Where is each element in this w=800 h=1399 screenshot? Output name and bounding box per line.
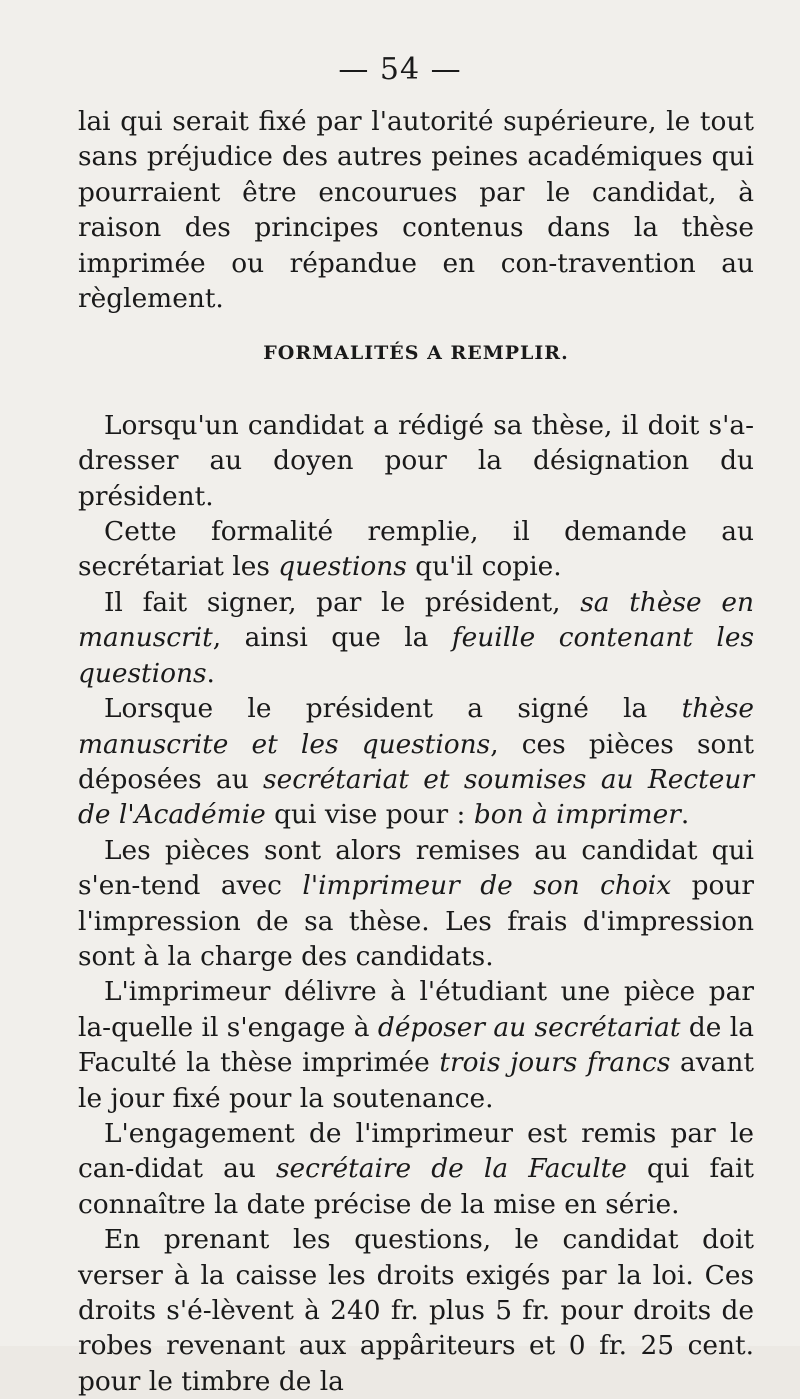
paragraph [78, 691, 754, 833]
text-run: qu'il copie. [406, 551, 562, 583]
text-run: , ainsi que la [212, 622, 452, 654]
text-run: Cette formalité remplie, il demande au secrétariat les [78, 516, 754, 583]
paragraph [78, 585, 754, 691]
italic-run: feuille contenant les questions [78, 622, 755, 689]
text-run: L'imprimeur délivre à l'étudiant une pièce par la-quelle il s'engage à [78, 976, 754, 1043]
paragraph [78, 408, 754, 514]
text-run: Il fait signer, par le président, [104, 586, 581, 618]
italic-run: l'imprimeur de son choix [302, 870, 672, 902]
text-run: En prenant les questions, le candidat doit verser à la caisse les droits exigés par la loi. Ces droits s'é-lèvent à 240 fr. plus 5 fr. pour droits de robes revenant aux appâriteurs et 0 fr. 25 cent. pour le timbre de la [78, 1224, 754, 1397]
page-number: — 54 — [338, 52, 462, 87]
text-run: qui fait connaître la date précise de la mise en série. [78, 1153, 755, 1220]
text-run: , ces pièces sont déposées au [78, 728, 754, 795]
paragraph [78, 833, 754, 975]
text-run: Les pièces sont alors remises au candidat qui s'en-tend avec [78, 834, 754, 902]
text-run: Lorsque le président a signé la [104, 693, 682, 725]
italic-run: secrétaire de la Faculte [275, 1153, 627, 1185]
italic-run: trois jours francs [439, 1047, 671, 1079]
text-run: de la Faculté la thèse imprimée [78, 1011, 754, 1079]
text-run: L'engagement de l'imprimeur est remis par le can-didat au [78, 1117, 754, 1185]
italic-run: questions [278, 551, 407, 583]
text-run: . [680, 799, 690, 831]
paragraph [78, 514, 754, 585]
text-run: pour l'impression de sa thèse. Les frais d'impression sont à la charge des candidats. [78, 870, 754, 972]
paragraph [78, 974, 754, 1116]
text-run: lai qui serait fixé par l'autorité supérieure, le tout sans préjudice des autres peines académiques qui pourraient être encourues par le candidat, à raison des principes contenus dans la thèse imprimée ou répandue en con-travention au règlement. [78, 106, 754, 315]
paragraph [78, 1116, 754, 1222]
text-run: Lorsqu'un candidat a rédigé sa thèse, il doit s'a-dresser au doyen pour la désignation du président. [78, 409, 754, 512]
text-run: . [206, 657, 215, 689]
text-run: qui vise pour : [265, 799, 474, 831]
paragraph-continuation [78, 104, 754, 316]
text-run: avant le jour fixé pour la soutenance. [78, 1047, 754, 1114]
section-heading: FORMALITÉS A REMPLIR. [263, 342, 569, 365]
italic-run: thèse manuscrite et les questions [78, 693, 754, 760]
body-text [78, 104, 754, 1399]
italic-run: sa thèse en manuscrit [78, 586, 754, 654]
italic-run: secrétariat et soumises au Recteur de l'Académie [78, 763, 754, 831]
italic-run: bon à imprimer [473, 799, 681, 831]
paragraph [78, 1222, 754, 1399]
italic-run: déposer au secrétariat [377, 1011, 681, 1043]
